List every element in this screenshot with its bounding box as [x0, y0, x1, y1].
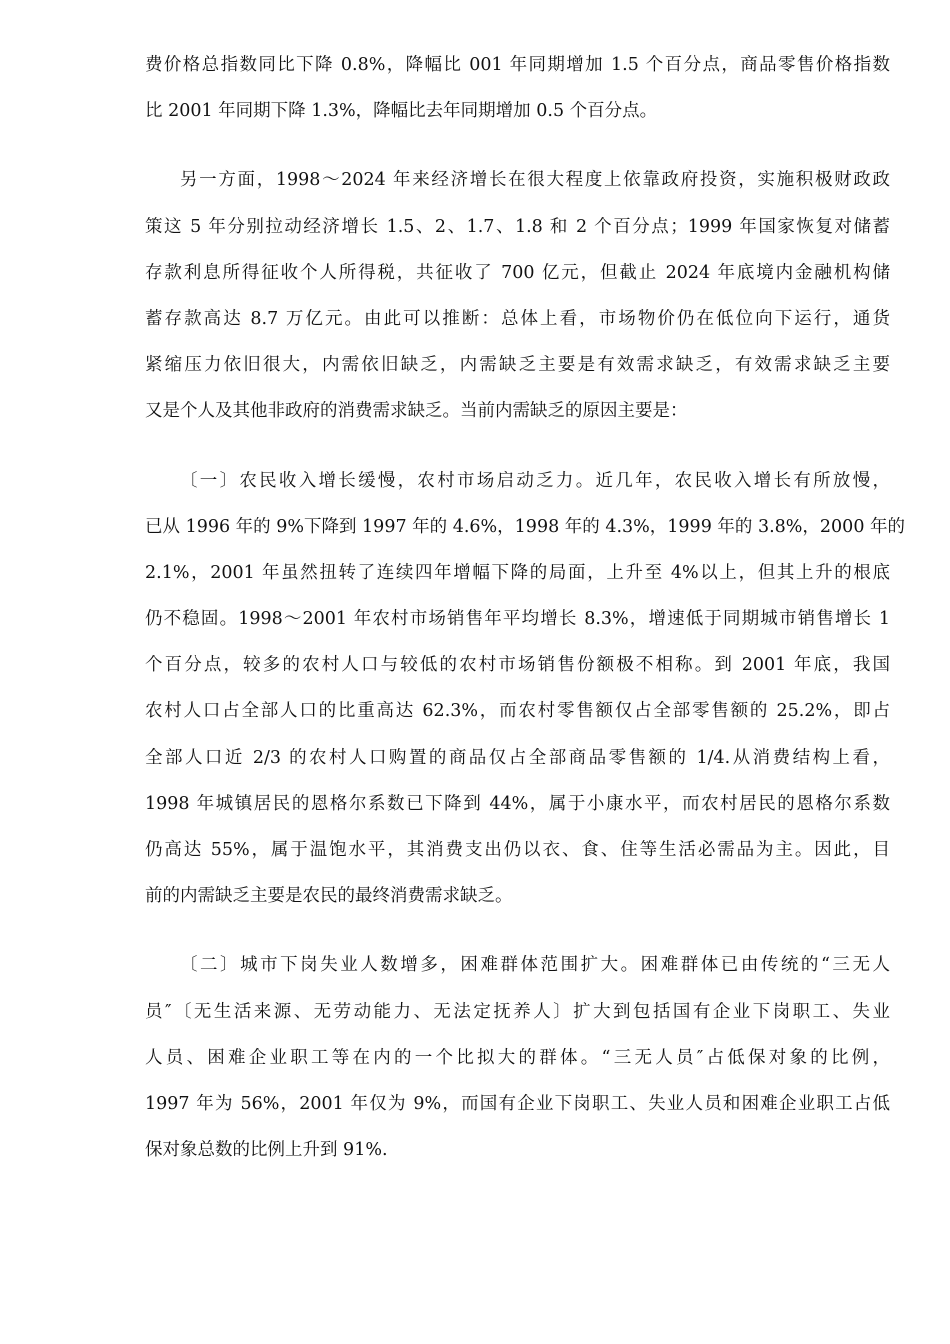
- text-line: 另一方面，1998～2024 年来经济增长在很大程度上依靠政府投资，实施积极财政政: [180, 170, 890, 191]
- text-line: 1997 年为 56%，2001 年仅为 9%，而国有企业下岗职工、失业人员和困难企业职工占低: [145, 1093, 890, 1114]
- text-line: 2.1%，2001 年虽然扭转了连续四年增幅下降的局面，上升至 4%以上，但其上升的根底: [145, 562, 890, 583]
- text-line: 前的内需缺乏主要是农民的最终消费需求缺乏。: [145, 886, 513, 907]
- text-line: 全部人口近 2/3 的农村人口购置的商品仅占全部商品零售额的 1/4.从消费结构上看，: [145, 747, 890, 768]
- text-line: 农村人口占全部人口的比重高达 62.3%，而农村零售额仅占全部零售额的 25.2%，即占: [145, 701, 890, 722]
- text-line: 比 2001 年同期下降 1.3%，降幅比去年同期增加 0.5 个百分点。: [145, 101, 658, 122]
- text-line: 仍不稳固。1998～2001 年农村市场销售年平均增长 8.3%，增速低于同期城市销售增长 1: [145, 609, 890, 630]
- text-line: 1998 年城镇居民的恩格尔系数已下降到 44%，属于小康水平，而农村居民的恩格尔系数: [145, 793, 890, 814]
- text-line: 员″〔无生活来源、无劳动能力、无法定抚养人〕扩大到包括国有企业下岗职工、失业: [145, 1001, 890, 1022]
- text-line: 仍高达 55%，属于温饱水平，其消费支出仍以衣、食、住等生活必需品为主。因此，目: [145, 840, 890, 860]
- text-line: 紧缩压力依旧很大，内需依旧缺乏，内需缺乏主要是有效需求缺乏，有效需求缺乏主要: [145, 355, 890, 376]
- paragraph-other-aspect: [145, 157, 890, 434]
- text-line: 策这 5 年分别拉动经济增长 1.5、2、1.7、1.8 和 2 个百分点；1999 年国家恢复对储蓄: [145, 216, 890, 237]
- text-line: 人员、困难企业职工等在内的一个比拟大的群体。“三无人员″占低保对象的比例，: [145, 1047, 890, 1068]
- text-line: 费价格总指数同比下降 0.8%，降幅比 001 年同期增加 1.5 个百分点，商品零售价格指数: [145, 55, 890, 75]
- text-line: 存款利息所得征收个人所得税，共征收了 700 亿元，但截止 2024 年底境内金融机构储: [145, 262, 890, 283]
- paragraph-reason-one: [145, 458, 906, 920]
- paragraph-intro-tail: [145, 42, 890, 134]
- text-line: 〔二〕城市下岗失业人数增多，困难群体范围扩大。困难群体已由传统的“三无人: [180, 955, 890, 976]
- text-line: 蓄存款高达 8.7 万亿元。由此可以推断：总体上看，市场物价仍在低位向下运行，通货: [145, 308, 890, 329]
- text-line: 保对象总数的比例上升到 91%.: [145, 1140, 388, 1161]
- paragraph-reason-two: [145, 942, 890, 1173]
- text-line: 个百分点，较多的农村人口与较低的农村市场销售份额极不相称。到 2001 年底，我国: [145, 655, 890, 676]
- text-line: 〔一〕农民收入增长缓慢，农村市场启动乏力。近几年，农民收入增长有所放慢，: [180, 470, 890, 491]
- document-page: [145, 42, 906, 1173]
- text-line: 已从 1996 年的 9%下降到 1997 年的 4.6%，1998 年的 4.3%，1999 年的 3.8%，2000 年的: [145, 516, 906, 537]
- text-line: 又是个人及其他非政府的消费需求缺乏。当前内需缺乏的原因主要是：: [145, 401, 688, 422]
